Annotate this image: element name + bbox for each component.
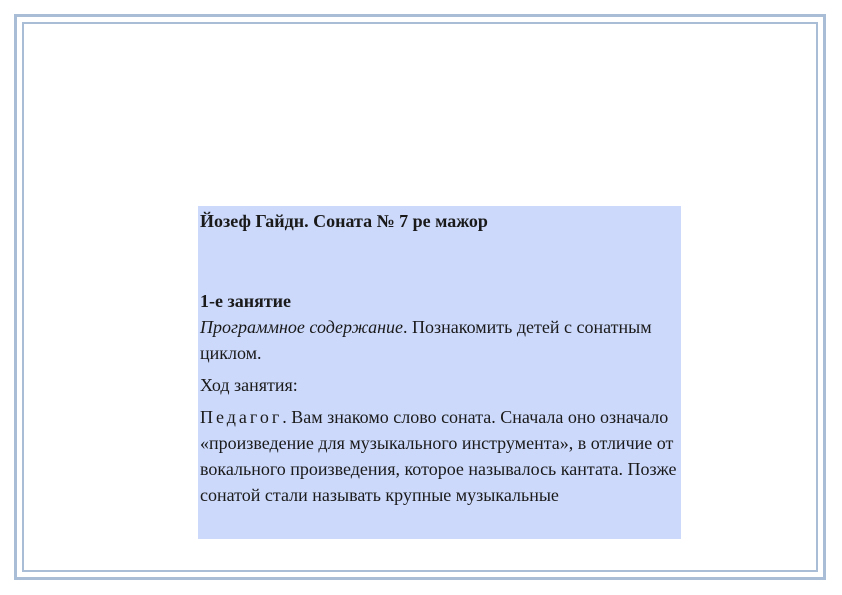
speaker-label: Педагог	[200, 407, 283, 427]
program-paragraph	[200, 314, 679, 366]
course-label: Ход занятия:	[200, 375, 298, 395]
document-title: Йозеф Гайдн. Соната № 7 ре мажор	[200, 211, 488, 231]
spacer	[200, 234, 679, 288]
text-box[interactable]	[198, 206, 681, 539]
program-text: . Познакомить детей с сонатным циклом.	[200, 317, 652, 363]
speech-paragraph	[200, 404, 679, 508]
lesson-heading: 1-е занятие	[200, 291, 292, 311]
program-label: Программное содержание	[200, 317, 404, 337]
speech-text: . Вам знакомо слово соната. Сначала оно означало «произведение для музыкального инструмента», в отличие от вокального произведения, которое называлось кантата. Позже сонатой стали называть крупные музыкальные	[200, 407, 677, 505]
